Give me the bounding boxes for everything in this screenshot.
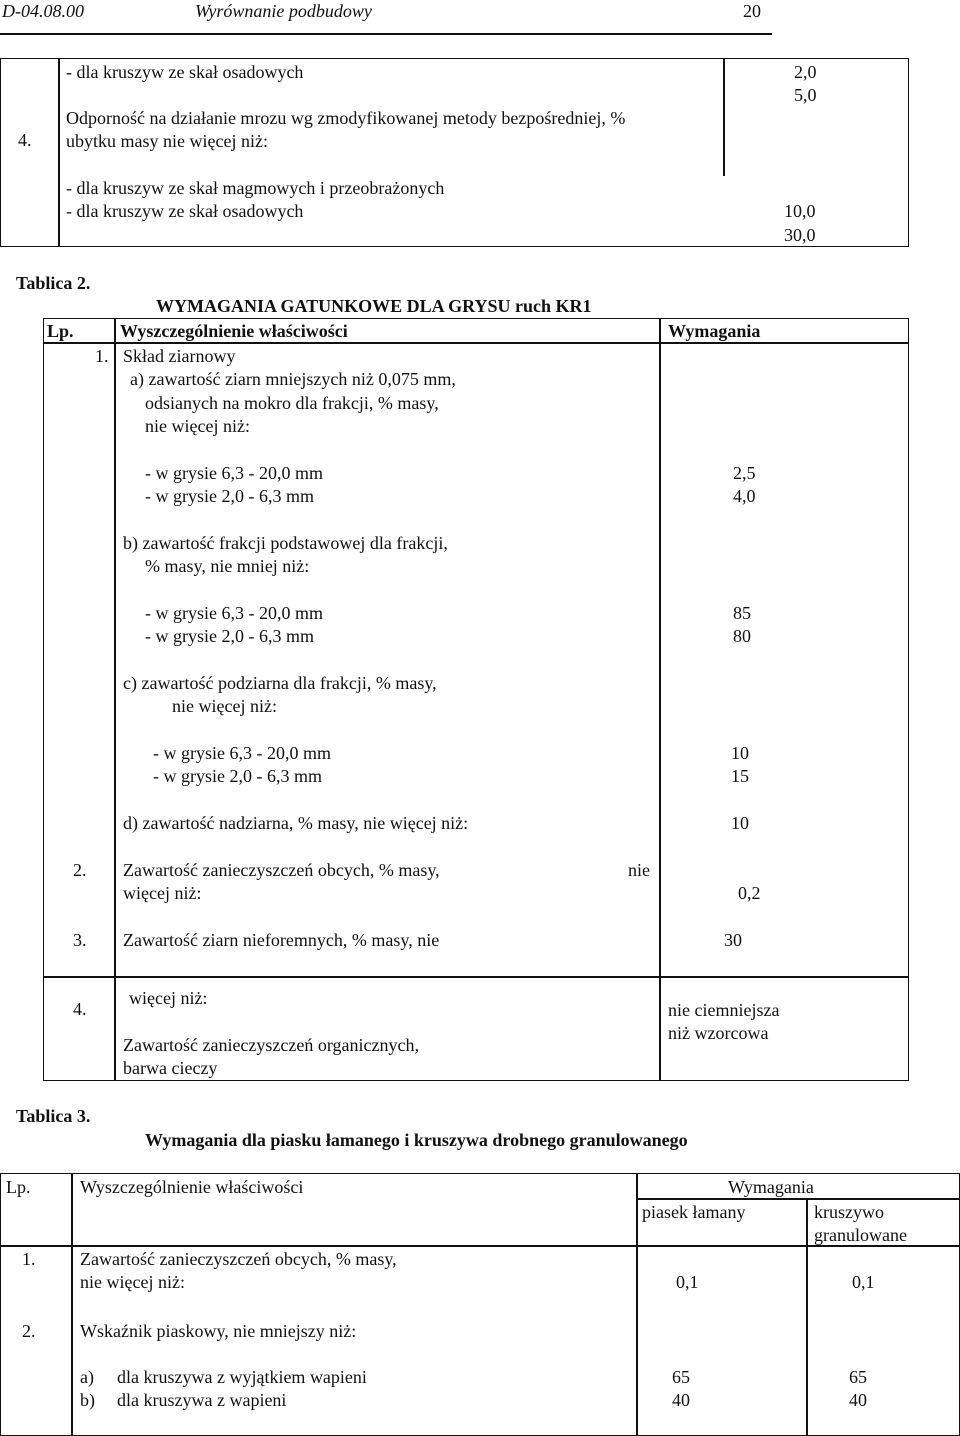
table2-row-number: 4.	[73, 999, 87, 1019]
table2-value: 85	[733, 603, 751, 623]
table3-value: 65	[849, 1367, 867, 1387]
table2-value: nie ciemniejsza	[668, 1000, 780, 1020]
table2-text-line: Zawartość zanieczyszczeń organicznych,	[123, 1035, 419, 1055]
table3-value: 0,1	[676, 1272, 699, 1292]
table3-text-line: Wskaźnik piaskowy, nie mniejszy niż:	[80, 1321, 357, 1341]
table1-text-line: - dla kruszyw ze skał magmowych i przeobrażonych	[66, 178, 445, 198]
table2-value: 15	[731, 766, 749, 786]
table2-row-number: 1.	[95, 346, 109, 366]
table2-value: 10	[731, 743, 749, 763]
table1-text-line: ubytku masy nie więcej niż:	[66, 131, 268, 151]
table3-subheader-rule	[636, 1198, 960, 1200]
table2-value: 4,0	[733, 486, 756, 506]
table3-item-mark: b)	[80, 1390, 95, 1410]
table2-header-req: Wymagania	[668, 321, 761, 341]
table1-value: 30,0	[784, 225, 816, 245]
table3-row-number: 1.	[22, 1249, 36, 1269]
table2-item: - w grysie 2,0 - 6,3 mm	[145, 486, 314, 506]
table3-col-divider-2	[636, 1173, 638, 1436]
table2-item: - w grysie 6,3 - 20,0 mm	[145, 603, 323, 623]
table2-text-line: c) zawartość podziarna dla frakcji, % masy,	[123, 673, 437, 693]
table2-col-divider-1	[114, 318, 116, 1081]
table1-text-line: - dla kruszyw ze skał osadowych	[66, 201, 304, 221]
table2-header-rule	[43, 342, 909, 344]
table3-col-divider-3	[806, 1198, 808, 1436]
table2-header-spec: Wyszczególnienie właściwości	[120, 321, 348, 341]
table3-title: Wymagania dla piasku łamanego i kruszywa drobnego granulowanego	[145, 1130, 688, 1150]
table2-text-line: więcej niż:	[123, 883, 202, 903]
table2-title: WYMAGANIA GATUNKOWE DLA GRYSU ruch KR1	[156, 296, 592, 316]
table2-value: niż wzorcowa	[668, 1023, 769, 1043]
table2-item: - w grysie 2,0 - 6,3 mm	[153, 766, 322, 786]
table2-value: 80	[733, 626, 751, 646]
table3-text-line: nie więcej niż:	[80, 1272, 185, 1292]
table1-text-line: Odporność na działanie mrozu wg zmodyfikowanej metody bezpośredniej, %	[66, 108, 626, 128]
table3-header-lp: Lp.	[6, 1177, 31, 1197]
table2-text-line: odsianych na mokro dla frakcji, % masy,	[145, 393, 439, 413]
table2-text-line: nie więcej niż:	[145, 416, 250, 436]
table2-item: - w grysie 2,0 - 6,3 mm	[145, 626, 314, 646]
table1-row-number: 4.	[18, 130, 32, 150]
table2-item: - w grysie 6,3 - 20,0 mm	[153, 743, 331, 763]
table3-row-number: 2.	[22, 1321, 36, 1341]
table2-text-line: d) zawartość nadziarna, % masy, nie więcej niż:	[123, 813, 469, 833]
table3-value: 40	[849, 1390, 867, 1410]
table2-text-line: nie więcej niż:	[172, 696, 277, 716]
table3-label: Tablica 3.	[16, 1106, 91, 1126]
table2-row-number: 3.	[73, 930, 87, 950]
table2-row-title: Skład ziarnowy	[123, 346, 236, 366]
table3-value: 65	[672, 1367, 690, 1387]
table3-text-line: Zawartość zanieczyszczeń obcych, % masy,	[80, 1249, 397, 1269]
table1-value: 10,0	[784, 201, 816, 221]
table2-text-line: więcej niż:	[129, 988, 208, 1008]
table3-subheader-granular: kruszywo	[814, 1202, 884, 1222]
table2-text-line: barwa cieczy	[123, 1058, 218, 1078]
table1-value: 5,0	[794, 85, 817, 105]
table2-header-lp: Lp.	[47, 321, 74, 341]
table3-col-divider-1	[71, 1173, 73, 1436]
page-number: 20	[743, 1, 761, 21]
table2-value: 30	[724, 930, 742, 950]
table2-text-line: Zawartość ziarn nieforemnych, % masy, nie	[123, 930, 440, 950]
table3-item-mark: a)	[80, 1367, 94, 1387]
table1-text-line: - dla kruszyw ze skał osadowych	[66, 62, 304, 82]
table2-text-line: a) zawartość ziarn mniejszych niż 0,075 mm,	[130, 369, 456, 389]
table3-item-text: dla kruszywa z wyjątkiem wapieni	[117, 1367, 367, 1387]
table2-item: - w grysie 6,3 - 20,0 mm	[145, 463, 323, 483]
header-rule	[0, 33, 772, 35]
doc-title: Wyrównanie podbudowy	[195, 1, 372, 21]
table2-text-line: nie	[628, 860, 650, 880]
table3-header-spec: Wyszczególnienie właściwości	[80, 1177, 304, 1197]
table1-col-divider-2	[723, 58, 725, 176]
table2-text-line: Zawartość zanieczyszczeń obcych, % masy,	[123, 860, 440, 880]
table3-value: 0,1	[852, 1272, 875, 1292]
table2-row-number: 2.	[73, 860, 87, 880]
table2-value: 10	[731, 813, 749, 833]
table3-item-text: dla kruszywa z wapieni	[117, 1390, 287, 1410]
table3-header-req: Wymagania	[728, 1177, 814, 1197]
table2-col-divider-2	[659, 318, 661, 1081]
table2-row-rule	[43, 976, 909, 978]
table3-subheader-granular: granulowane	[814, 1225, 907, 1245]
table1-col-divider-1	[58, 58, 60, 247]
table1-value: 2,0	[794, 62, 817, 82]
table2-label: Tablica 2.	[16, 273, 91, 293]
table3-value: 40	[672, 1390, 690, 1410]
table2-value: 2,5	[733, 463, 756, 483]
table2-value: 0,2	[738, 883, 761, 903]
doc-code: D-04.08.00	[2, 1, 84, 21]
table2-text-line: % masy, nie mniej niż:	[145, 556, 310, 576]
table2-text-line: b) zawartość frakcji podstawowej dla frakcji,	[123, 533, 448, 553]
table3-subheader-sand: piasek łamany	[642, 1202, 746, 1222]
